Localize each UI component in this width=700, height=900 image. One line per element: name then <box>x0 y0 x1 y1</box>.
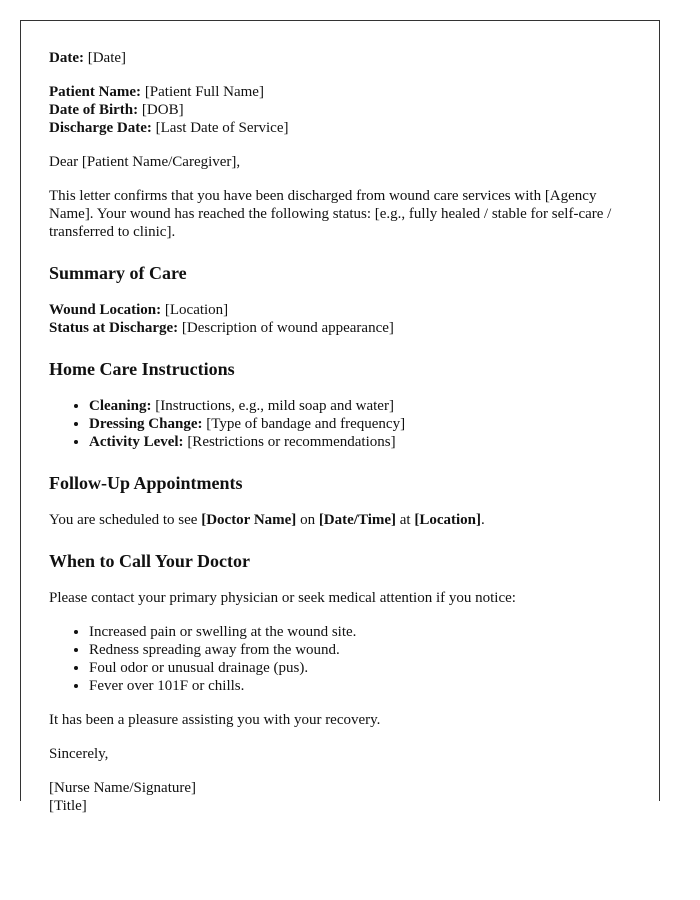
dob-label: Date of Birth: <box>49 102 139 118</box>
text: at <box>396 512 415 528</box>
list-item: • Redness spreading away from the wound. <box>89 641 631 659</box>
discharge-date-line <box>49 119 631 137</box>
item-value: [Type of bandage and frequency] <box>202 416 406 432</box>
home-care-list <box>49 397 631 451</box>
item-value: [Restrictions or recommendations] <box>183 434 396 450</box>
dob-value: [DOB] <box>138 102 184 118</box>
patient-info <box>49 83 631 137</box>
appointment-datetime: [Date/Time] <box>318 512 397 528</box>
signer-title: [Title] <box>49 798 87 814</box>
date-line <box>49 49 631 67</box>
warning-signs-list <box>49 623 631 695</box>
patient-name-label: Patient Name: <box>49 84 142 100</box>
discharge-date-label: Discharge Date: <box>49 120 152 136</box>
list-item: • Fever over 101F or chills. <box>89 677 631 695</box>
home-care-heading: Home Care Instructions <box>49 359 235 379</box>
summary-heading: Summary of Care <box>49 263 187 283</box>
when-to-call-heading: When to Call Your Doctor <box>49 551 250 571</box>
doctor-name: [Doctor Name] <box>201 512 297 528</box>
wound-location-value: [Location] <box>161 302 229 318</box>
follow-up-paragraph <box>49 511 631 529</box>
when-to-call-intro: Please contact your primary physician or seek medical attention if you notice: <box>49 590 516 606</box>
list-item <box>89 397 631 415</box>
text: . <box>481 512 485 528</box>
wound-location-line <box>49 301 631 319</box>
text: on <box>296 512 319 528</box>
list-item <box>89 433 631 451</box>
item-label: Cleaning: <box>89 398 152 414</box>
signature: [Nurse Name/Signature] <box>49 780 197 796</box>
letter-content <box>21 21 659 815</box>
status-label: Status at Discharge: <box>49 320 179 336</box>
item-label: Dressing Change: <box>89 416 203 432</box>
summary-fields <box>49 301 631 337</box>
dob-line <box>49 101 631 119</box>
list-item: • Foul odor or unusual drainage (pus). <box>89 659 631 677</box>
appointment-location: [Location] <box>414 512 482 528</box>
status-line <box>49 319 631 337</box>
text: You are scheduled to see <box>49 512 202 528</box>
list-item: • Increased pain or swelling at the wound site. <box>89 623 631 641</box>
wound-location-label: Wound Location: <box>49 302 162 318</box>
closing-paragraph: It has been a pleasure assisting you with your recovery. <box>49 712 381 728</box>
salutation: Dear [Patient Name/Caregiver], <box>49 154 241 170</box>
discharge-date-value: [Last Date of Service] <box>151 120 289 136</box>
list-item <box>89 415 631 433</box>
item-value: [Instructions, e.g., mild soap and water] <box>151 398 394 414</box>
letter-page <box>20 20 660 814</box>
date-label: Date: <box>49 50 84 66</box>
patient-name-value: [Patient Full Name] <box>141 84 264 100</box>
signoff: Sincerely, <box>49 746 109 762</box>
follow-up-heading: Follow-Up Appointments <box>49 473 243 493</box>
date-value: [Date] <box>83 50 127 66</box>
patient-name-line <box>49 83 631 101</box>
item-label: Activity Level: <box>89 434 184 450</box>
status-value: [Description of wound appearance] <box>178 320 394 336</box>
intro-paragraph: This letter confirms that you have been discharged from wound care services with [Agency Name]. Your wound has reached the following status: [e.g., fully healed / stable for self-care / transferred to clinic]. <box>49 188 612 240</box>
